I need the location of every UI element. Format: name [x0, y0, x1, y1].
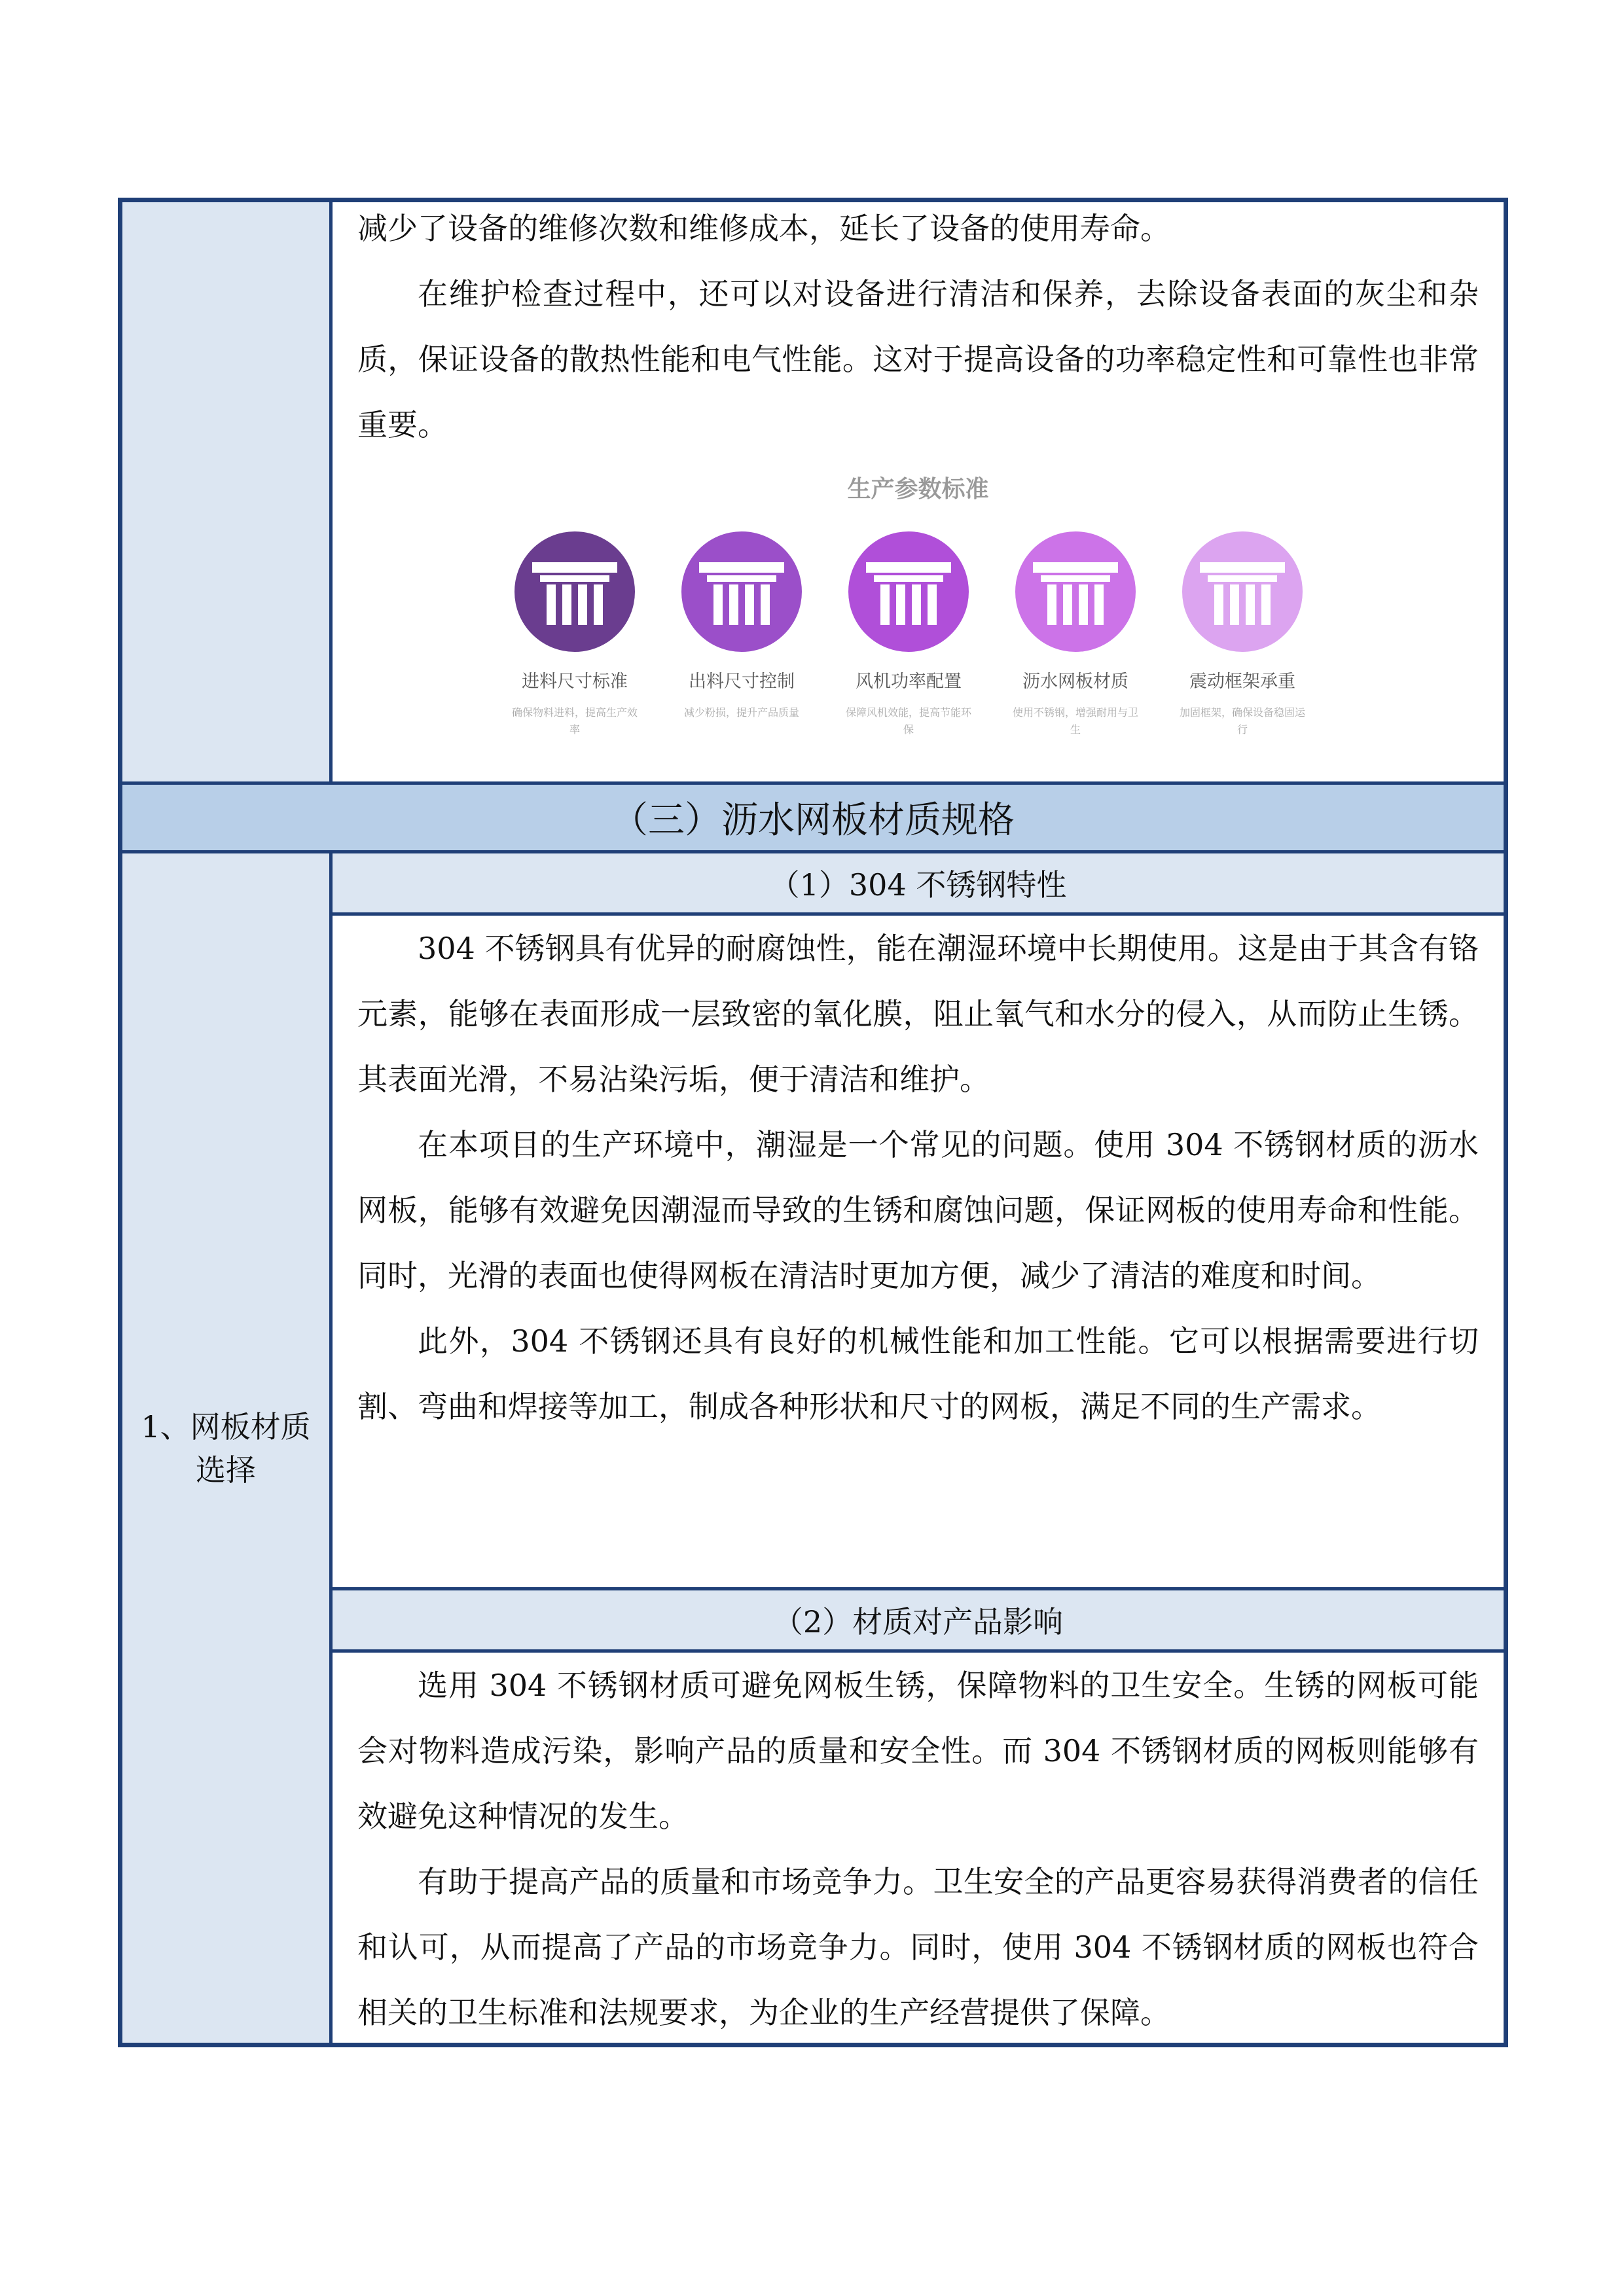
pillar-icon	[513, 529, 637, 654]
infographic-label: 进料尺寸标准	[522, 672, 628, 692]
infographic-desc: 确保物料进料，提高生产效率	[512, 706, 638, 736]
infographic-label: 出料尺寸控制	[689, 672, 795, 692]
subsection-body	[333, 916, 1504, 1641]
production-parameters-infographic	[333, 457, 1504, 772]
infographic-label: 沥水网板材质	[1022, 672, 1128, 692]
infographic-item	[1164, 529, 1321, 738]
pillar-icon	[1180, 529, 1305, 654]
infographic-item	[496, 529, 653, 738]
section-left-cell	[122, 853, 333, 2043]
infographic-label: 风机功率配置	[856, 672, 962, 692]
pillar-icon	[679, 529, 804, 654]
paragraph: 在维护检查过程中，还可以对设备进行清洁和保养，去除设备表面的灰尘和杂质，保证设备的散热性能和电气性能。这对于提高设备的功率稳定性和可靠性也非常重要。	[357, 276, 1479, 442]
top-right-cell	[333, 196, 1504, 781]
paragraph: 此外，304 不锈钢还具有良好的机械性能和加工性能。它可以根据需要进行切割、弯曲和焊接等加工，制成各种形状和尺寸的网板，满足不同的生产需求。	[357, 1323, 1479, 1424]
infographic-title: 生产参数标准	[847, 476, 989, 503]
infographic-item	[830, 529, 987, 738]
infographic-desc: 加固框架，确保设备稳固运行	[1180, 706, 1306, 736]
subsection-body	[333, 1653, 1504, 2043]
section-title: （三）沥水网板材质规格	[122, 785, 1504, 850]
pillar-icon	[1013, 529, 1138, 654]
infographic-label: 震动框架承重	[1189, 672, 1295, 692]
subsection-title: （1）304 不锈钢特性	[333, 853, 1504, 912]
infographic-desc: 使用不锈钢，增强耐用与卫生	[1013, 706, 1139, 736]
infographic-desc: 减少粉损，提升产品质量	[683, 706, 799, 719]
top-left-cell	[122, 202, 333, 781]
top-row	[122, 202, 1504, 781]
infographic-desc: 保障风机效能，提高节能环保	[846, 706, 972, 736]
row-label: 1、网板材质选择	[141, 1408, 311, 1488]
pillar-icon	[846, 529, 971, 654]
paragraph: 选用 304 不锈钢材质可避免网板生锈，保障物料的卫生安全。生锈的网板可能会对物料造成污染，影响产品的质量和安全性。而 304 不锈钢材质的网板则能够有效避免这种情况的发生。	[357, 1668, 1479, 1834]
subsection-title: （2）材质对产品影响	[333, 1590, 1504, 1649]
paragraph: 减少了设备的维修次数和维修成本，延长了设备的使用寿命。	[357, 211, 1170, 246]
paragraph: 在本项目的生产环境中，潮湿是一个常见的问题。使用 304 不锈钢材质的沥水网板，能够有效避免因潮湿而导致的生锈和腐蚀问题，保证网板的使用寿命和性能。同时，光滑的表面也使得网板在清洁时更加方便，减少了清洁的难度和时间。	[357, 1127, 1479, 1293]
paragraph: 有助于提高产品的质量和市场竞争力。卫生安全的产品更容易获得消费者的信任和认可，从而提高了产品的市场竞争力。同时，使用 304 不锈钢材质的网板也符合相关的卫生标准和法规要求，为企业的生产经营提供了保障。	[357, 1864, 1479, 2030]
infographic-item	[997, 529, 1154, 738]
paragraph: 304 不锈钢具有优异的耐腐蚀性，能在潮湿环境中长期使用。这是由于其含有铬元素，能够在表面形成一层致密的氧化膜，阻止氧气和水分的侵入，从而防止生锈。其表面光滑，不易沾染污垢，便于清洁和维护。	[357, 931, 1479, 1097]
document-table	[118, 198, 1508, 2047]
infographic-item	[663, 529, 820, 721]
